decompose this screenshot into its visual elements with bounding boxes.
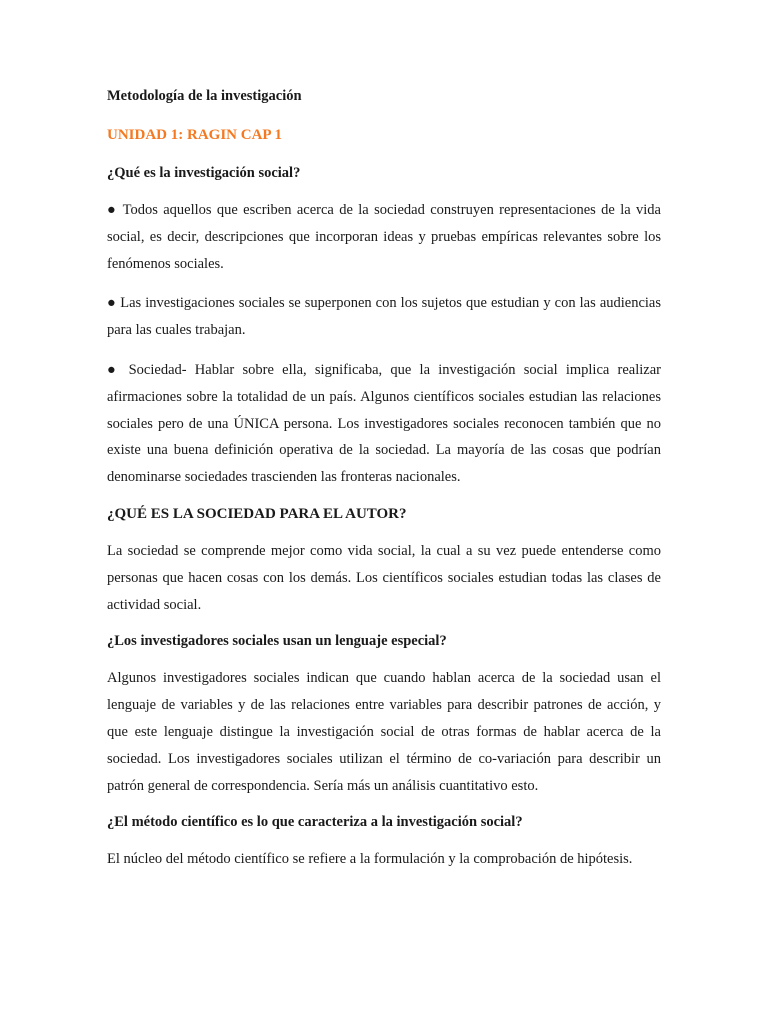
bullet-icon: ● <box>107 202 118 218</box>
bullet-paragraph <box>107 357 661 491</box>
bullet-paragraph <box>107 197 661 277</box>
section-heading-metodo-cientifico: ¿El método científico es lo que caracteriza a la investigación social? <box>107 814 523 831</box>
section-heading-sociedad-autor: ¿QUÉ ES LA SOCIEDAD PARA EL AUTOR? <box>107 505 407 522</box>
section-heading-lenguaje-especial: ¿Los investigadores sociales usan un lenguaje especial? <box>107 633 447 650</box>
bullet-paragraph <box>107 290 661 344</box>
document-page <box>107 86 661 886</box>
body-paragraph: Algunos investigadores sociales indican que cuando hablan acerca de la sociedad usan el lenguaje de variables y de las relaciones entre variables para describir patrones de acción, y que este lenguaje distingue la investigación social de otras formas de hablar acerca de la sociedad. Los investigadores sociales utilizan el término de co-variación para describir un patrón general de correspondencia. Sería más un análisis cuantitativo esto. <box>107 670 661 794</box>
body-paragraph: La sociedad se comprende mejor como vida social, la cual a su vez puede entenderse como personas que hacen cosas con los demás. Los científicos sociales estudian todas las clases de actividad social. <box>107 542 661 613</box>
body-paragraph: El núcleo del método científico se refiere a la formulación y la comprobación de hipótesis. <box>107 851 633 868</box>
document-title: Metodología de la investigación <box>107 88 302 104</box>
unit-heading: UNIDAD 1: RAGIN CAP 1 <box>107 127 282 143</box>
section-heading-investigacion-social: ¿Qué es la investigación social? <box>107 165 301 181</box>
bullet-text: Todos aquellos que escriben acerca de la sociedad construyen representaciones de la vida social, es decir, descripciones que incorporan ideas y pruebas empíricas relevantes sobre los fenómenos sociales. <box>107 202 661 272</box>
bullet-text: Las investigaciones sociales se superponen con los sujetos que estudian y con las audiencias para las cuales trabajan. <box>107 295 662 339</box>
bullet-text: Sociedad- Hablar sobre ella, significaba, que la investigación social implica realizar afirmaciones sobre la totalidad de un país. Algunos científicos sociales estudian las relaciones sociales pero de una ÚNICA persona. Los investigadores sociales reconocen también que no existe una buena definición operativa de la sociedad. La mayoría de las cosas que podrían denominarse sociedades trascienden las fronteras nacionales. <box>107 361 662 486</box>
bullet-icon: ● <box>107 361 121 378</box>
bullet-icon: ● <box>107 295 117 312</box>
